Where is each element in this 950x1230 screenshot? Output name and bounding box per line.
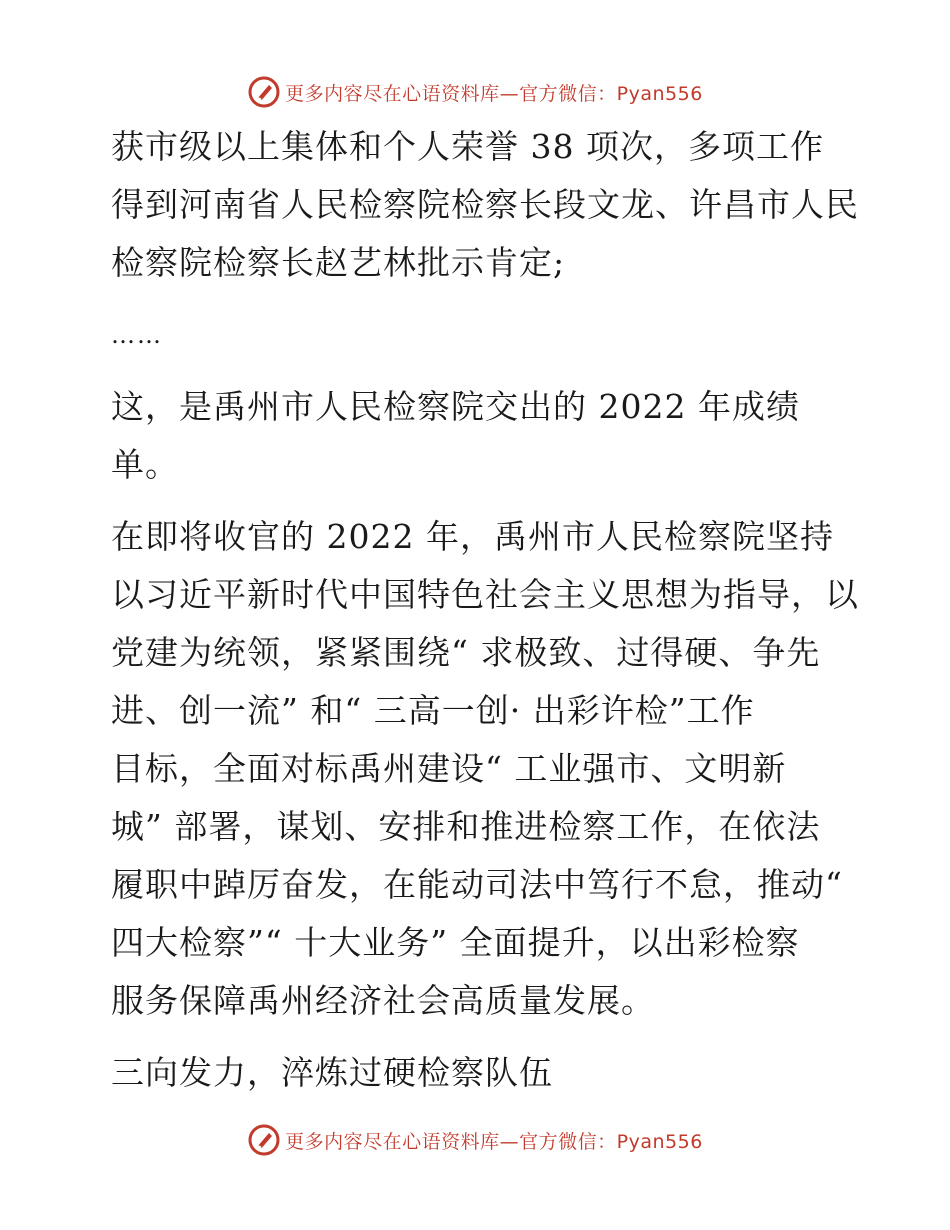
text-line: 这，是禹州市人民检察院交出的 2022 年成绩 xyxy=(111,387,800,426)
paragraph-scorecard xyxy=(97,378,857,494)
text-line: 以习近平新时代中国特色社会主义思想为指导，以 xyxy=(111,575,859,614)
text-line: 检察院检察长赵艺林批示肯定; xyxy=(111,243,566,282)
paragraph-honors xyxy=(97,118,857,292)
pen-nib-seal-icon xyxy=(247,1123,281,1157)
ellipsis-text: …… xyxy=(111,321,163,349)
watermark-text: 更多内容尽在心语资料库—官方微信：Pyan556 xyxy=(285,82,703,105)
text-line: 目标，全面对标禹州建设“ 工业强市、文明新 xyxy=(111,749,787,788)
watermark-banner-top xyxy=(0,72,950,112)
text-line: 得到河南省人民检察院检察长段文龙、许昌市人民 xyxy=(111,185,859,224)
watermark-banner-bottom xyxy=(0,1120,950,1160)
text-line: 城” 部署，谋划、安排和推进检察工作，在依法 xyxy=(111,807,821,846)
text-line: 单。 xyxy=(111,445,179,484)
text-line: 在即将收官的 2022 年，禹州市人民检察院坚持 xyxy=(111,517,834,556)
document-body xyxy=(97,118,857,1116)
text-line: 履职中踔厉奋发，在能动司法中笃行不怠，推动“ xyxy=(111,865,843,904)
section-heading xyxy=(97,1044,857,1102)
text-line: 服务保障禹州经济社会高质量发展。 xyxy=(111,981,655,1020)
paragraph-ellipsis xyxy=(97,306,857,364)
text-line: 获市级以上集体和个人荣誉 38 项次，多项工作 xyxy=(111,127,824,166)
pen-nib-seal-icon xyxy=(247,75,281,109)
heading-text: 三向发力，淬炼过硬检察队伍 xyxy=(111,1053,553,1092)
text-line: 党建为统领，紧紧围绕“ 求极致、过得硬、争先 xyxy=(111,633,821,672)
text-line: 四大检察”“ 十大业务” 全面提升，以出彩检察 xyxy=(111,923,800,962)
watermark-text: 更多内容尽在心语资料库—官方微信：Pyan556 xyxy=(285,1130,703,1153)
paragraph-summary xyxy=(97,508,857,1030)
text-line: 进、创一流” 和“ 三高一创· 出彩许检”工作 xyxy=(111,691,755,730)
